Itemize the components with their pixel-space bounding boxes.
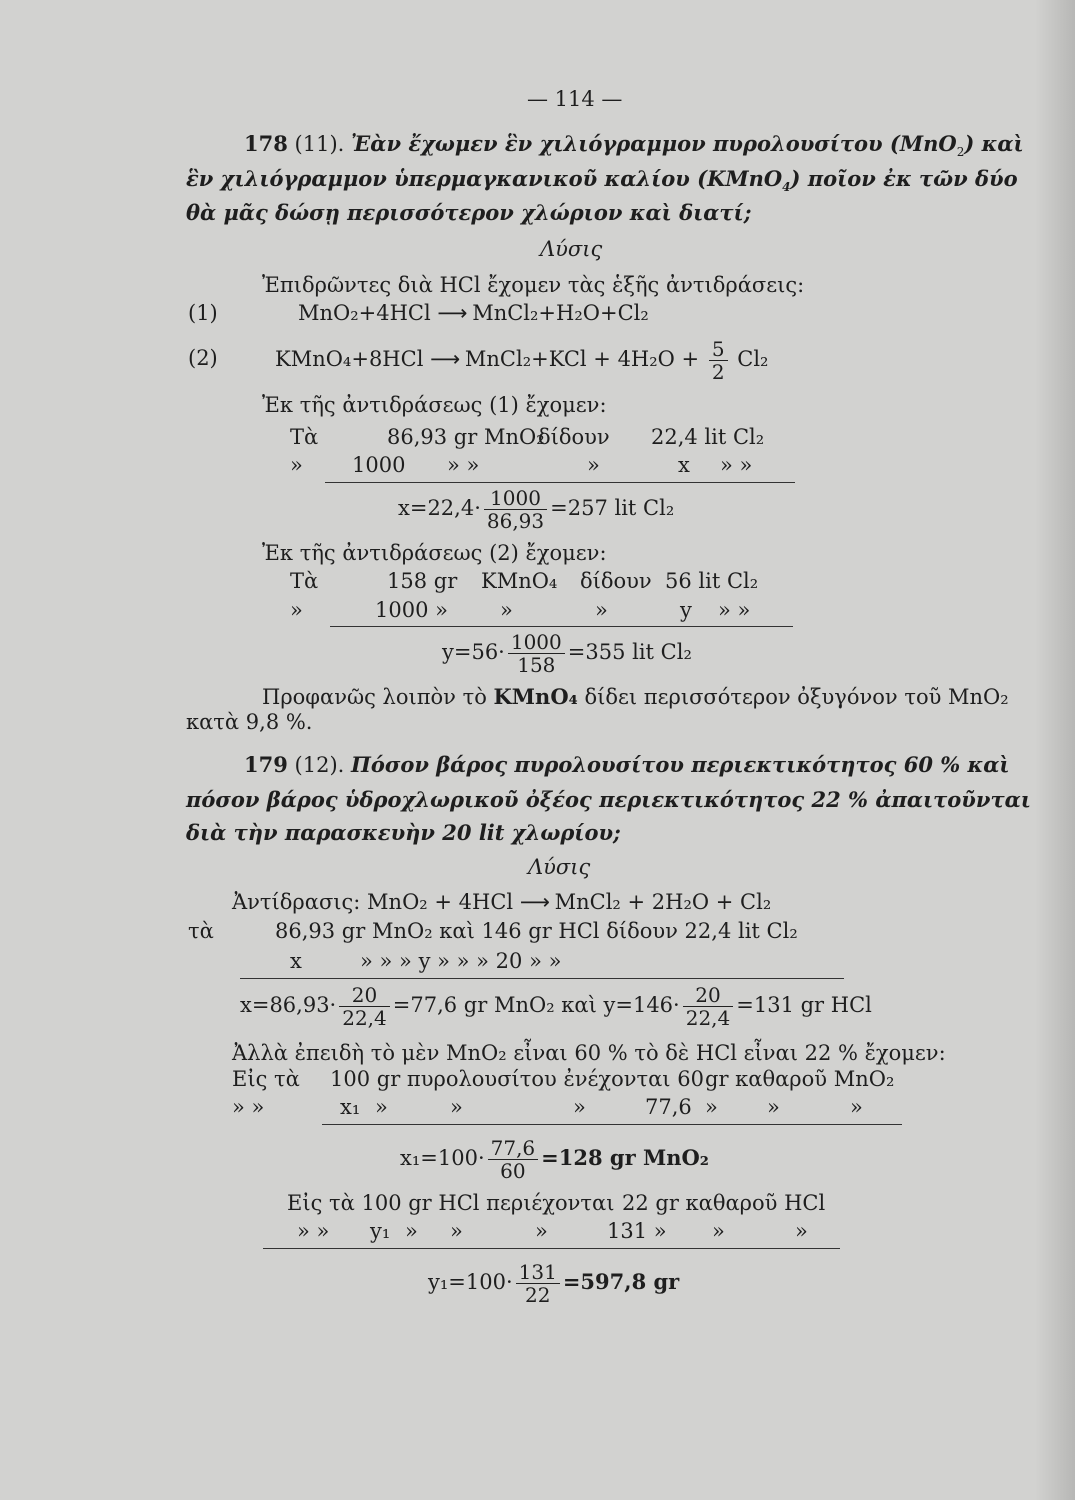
table5-row1-a: Εἰς τὰ 100 gr HCl περιέχονται bbox=[287, 1191, 615, 1215]
result-x1: x₁=100· $\frac{77,6}{60}$ =128 gr MnO₂ bbox=[400, 1136, 709, 1183]
table4-row2-f: 77,6 bbox=[645, 1095, 692, 1119]
page-edge-shadow bbox=[1035, 0, 1075, 1500]
table5-row2-d: » bbox=[450, 1219, 463, 1243]
table4-row2-i: » bbox=[850, 1095, 863, 1119]
table5-row2-e: » bbox=[535, 1219, 548, 1243]
fraction: $\frac{77,6}{60}$ bbox=[488, 1137, 539, 1182]
table3-row1: 86,93 gr MnO₂ καὶ 146 gr HCl δίδουν 22,4 lit Cl₂ bbox=[275, 919, 798, 943]
problem-179-line2: πόσον βάρος ὑδροχλωρικοῦ ὀξέος περιεκτικότητος 22 % ἀπαιτοῦνται bbox=[186, 787, 1031, 812]
problem-178-line1: 178 (11). Ἐὰν ἔχωμεν ἓν χιλιόγραμμον πυρολουσίτου (MnO$_2$) καὶ bbox=[244, 131, 1024, 159]
arrow-icon: ⟶ bbox=[430, 347, 459, 371]
table4-row2-g: » bbox=[705, 1095, 718, 1119]
table1-row2-a: » bbox=[290, 453, 303, 477]
from-reaction-2: Ἐκ τῆς ἀντιδράσεως (2) ἔχομεν: bbox=[262, 541, 607, 565]
table2-row1-d: δίδουν bbox=[580, 569, 652, 593]
table2-row1-b: 158 gr bbox=[387, 569, 458, 593]
table2-row2-c: » bbox=[500, 598, 513, 622]
table4-row2-c: » bbox=[375, 1095, 388, 1119]
table1-row2-c: » » bbox=[447, 453, 480, 477]
conclusion-line2: κατὰ 9,8 %. bbox=[186, 710, 313, 734]
reaction-2-label: (2) bbox=[188, 346, 218, 370]
arrow-icon: ⟶ bbox=[519, 890, 548, 914]
divider-rule bbox=[263, 1248, 840, 1249]
problem-178-line3: θὰ μᾶς δώσῃ περισσότερον χλώριον καὶ διατί; bbox=[186, 200, 752, 225]
table5-row2-h: » bbox=[795, 1219, 808, 1243]
intro-text: Ἐπιδρῶντες διὰ HCl ἔχομεν τὰς ἑξῆς ἀντιδράσεις: bbox=[262, 273, 805, 297]
from-reaction-1: Ἐκ τῆς ἀντιδράσεως (1) ἔχομεν: bbox=[262, 393, 607, 417]
question-text: Ἐὰν ἔχωμεν ἓν χιλιόγραμμον πυρολουσίτου (MnO bbox=[351, 131, 957, 156]
table4-row1-c: gr καθαροῦ MnO₂ bbox=[705, 1067, 895, 1091]
problem-178-line2: ἓν χιλιόγραμμον ὑπερμαγκανικοῦ καλίου (KMnO$_4$) ποῖον ἐκ τῶν δύο bbox=[186, 166, 1018, 194]
table4-row1-b: 100 gr πυρολουσίτου ἐνέχονται 60 bbox=[330, 1067, 704, 1091]
fraction: $\frac{131}{22}$ bbox=[516, 1261, 560, 1306]
problem-number: 178 bbox=[244, 131, 288, 156]
solution-heading: Λύσις bbox=[528, 855, 591, 879]
problem-179-line3: διὰ τὴν παρασκευὴν 20 lit χλωρίου; bbox=[186, 820, 621, 845]
conclusion-line1: Προφανῶς λοιπὸν τὸ KMnO₄ δίδει περισσότερον ὀξυγόνον τοῦ MnO₂ bbox=[262, 684, 1009, 709]
table1-row2-f: » » bbox=[720, 453, 753, 477]
table5-row1-b: 22 gr καθαροῦ HCl bbox=[622, 1191, 826, 1215]
problem-ref: (12). bbox=[294, 753, 345, 777]
table2-row1-a: Τὰ bbox=[290, 569, 319, 593]
table2-row2-f: » » bbox=[718, 598, 751, 622]
page-number: — 114 — bbox=[527, 87, 623, 111]
result-x: x=22,4· $\frac{1000}{86,93}$ =257 lit Cl₂ bbox=[398, 486, 675, 533]
table5-row2-g: » bbox=[712, 1219, 725, 1243]
table1-row1-c: δίδουν bbox=[538, 425, 610, 449]
table3-label: τὰ bbox=[188, 919, 214, 943]
reaction-2: KMnO₄+8HCl ⟶ MnCl₂+KCl + 4H₂O + $\frac{5}{2}$ Cl₂ bbox=[275, 337, 769, 384]
table5-row2-c: » bbox=[405, 1219, 418, 1243]
result-xy: x=86,93· $\frac{20}{22,4}$ =77,6 gr MnO₂ καὶ y=146· $\frac{20}{22,4}$ =131 gr HCl bbox=[240, 983, 872, 1030]
table4-row2-d: » bbox=[450, 1095, 463, 1119]
table5-row2-f: 131 » bbox=[607, 1219, 667, 1243]
solution-heading: Λύσις bbox=[540, 237, 603, 261]
problem-number: 179 bbox=[244, 752, 288, 777]
table4-row2-b: x₁ bbox=[340, 1095, 361, 1119]
problem-ref: (11). bbox=[294, 132, 345, 156]
table1-row2-b: 1000 bbox=[352, 453, 406, 477]
table2-row2-d: » bbox=[595, 598, 608, 622]
table2-row2-b: 1000 » bbox=[375, 598, 448, 622]
table4-row1-a: Εἰς τὰ bbox=[232, 1067, 300, 1091]
fraction: $\frac{5}{2}$ bbox=[709, 338, 728, 383]
fraction: $\frac{20}{22,4}$ bbox=[683, 984, 734, 1029]
fraction: $\frac{20}{22,4}$ bbox=[339, 984, 390, 1029]
fraction: $\frac{1000}{86,93}$ bbox=[484, 487, 547, 532]
divider-rule bbox=[322, 1124, 902, 1125]
table4-row2-e: » bbox=[573, 1095, 586, 1119]
table5-row2-a: » » bbox=[297, 1219, 330, 1243]
table1-row2-e: x bbox=[678, 453, 690, 477]
table1-row1-d: 22,4 lit Cl₂ bbox=[651, 425, 765, 449]
table2-row2-a: » bbox=[290, 598, 303, 622]
table2-row2-e: y bbox=[680, 598, 692, 622]
result-y: y=56· $\frac{1000}{158}$ =355 lit Cl₂ bbox=[442, 630, 692, 677]
table2-row1-c: KMnO₄ bbox=[481, 569, 558, 593]
reaction-line: Ἀντίδρασις: MnO₂ + 4HCl ⟶ MnCl₂ + 2H₂O + Cl₂ bbox=[232, 890, 772, 914]
table3-row2: » » » y » » » 20 » » bbox=[360, 949, 562, 973]
arrow-icon: ⟶ bbox=[437, 301, 466, 325]
table1-row1-a: Τὰ bbox=[290, 425, 319, 449]
table5-row2-b: y₁ bbox=[370, 1219, 391, 1243]
table1-row1-b: 86,93 gr MnO₂ bbox=[387, 425, 545, 449]
table2-row1-e: 56 lit Cl₂ bbox=[665, 569, 759, 593]
reaction-1-label: (1) bbox=[188, 301, 218, 325]
but-line: Ἀλλὰ ἐπειδὴ τὸ μὲν MnO₂ εἶναι 60 % τὸ δὲ HCl εἶναι 22 % ἔχομεν: bbox=[232, 1041, 946, 1065]
table1-row2-d: » bbox=[587, 453, 600, 477]
fraction: $\frac{1000}{158}$ bbox=[508, 631, 565, 676]
table4-row2-a: » » bbox=[232, 1095, 265, 1119]
problem-179-line1 bbox=[244, 752, 1010, 778]
result-y1: y₁=100· $\frac{131}{22}$ =597,8 gr bbox=[428, 1260, 680, 1307]
table3-row2-x: x bbox=[290, 949, 302, 973]
reaction-1: MnO₂+4HCl ⟶ MnCl₂+H₂O+Cl₂ bbox=[298, 301, 649, 325]
question-text: Πόσον βάρος πυρολουσίτου περιεκτικότητος 60 % καὶ bbox=[351, 752, 1010, 777]
table4-row2-h: » bbox=[767, 1095, 780, 1119]
